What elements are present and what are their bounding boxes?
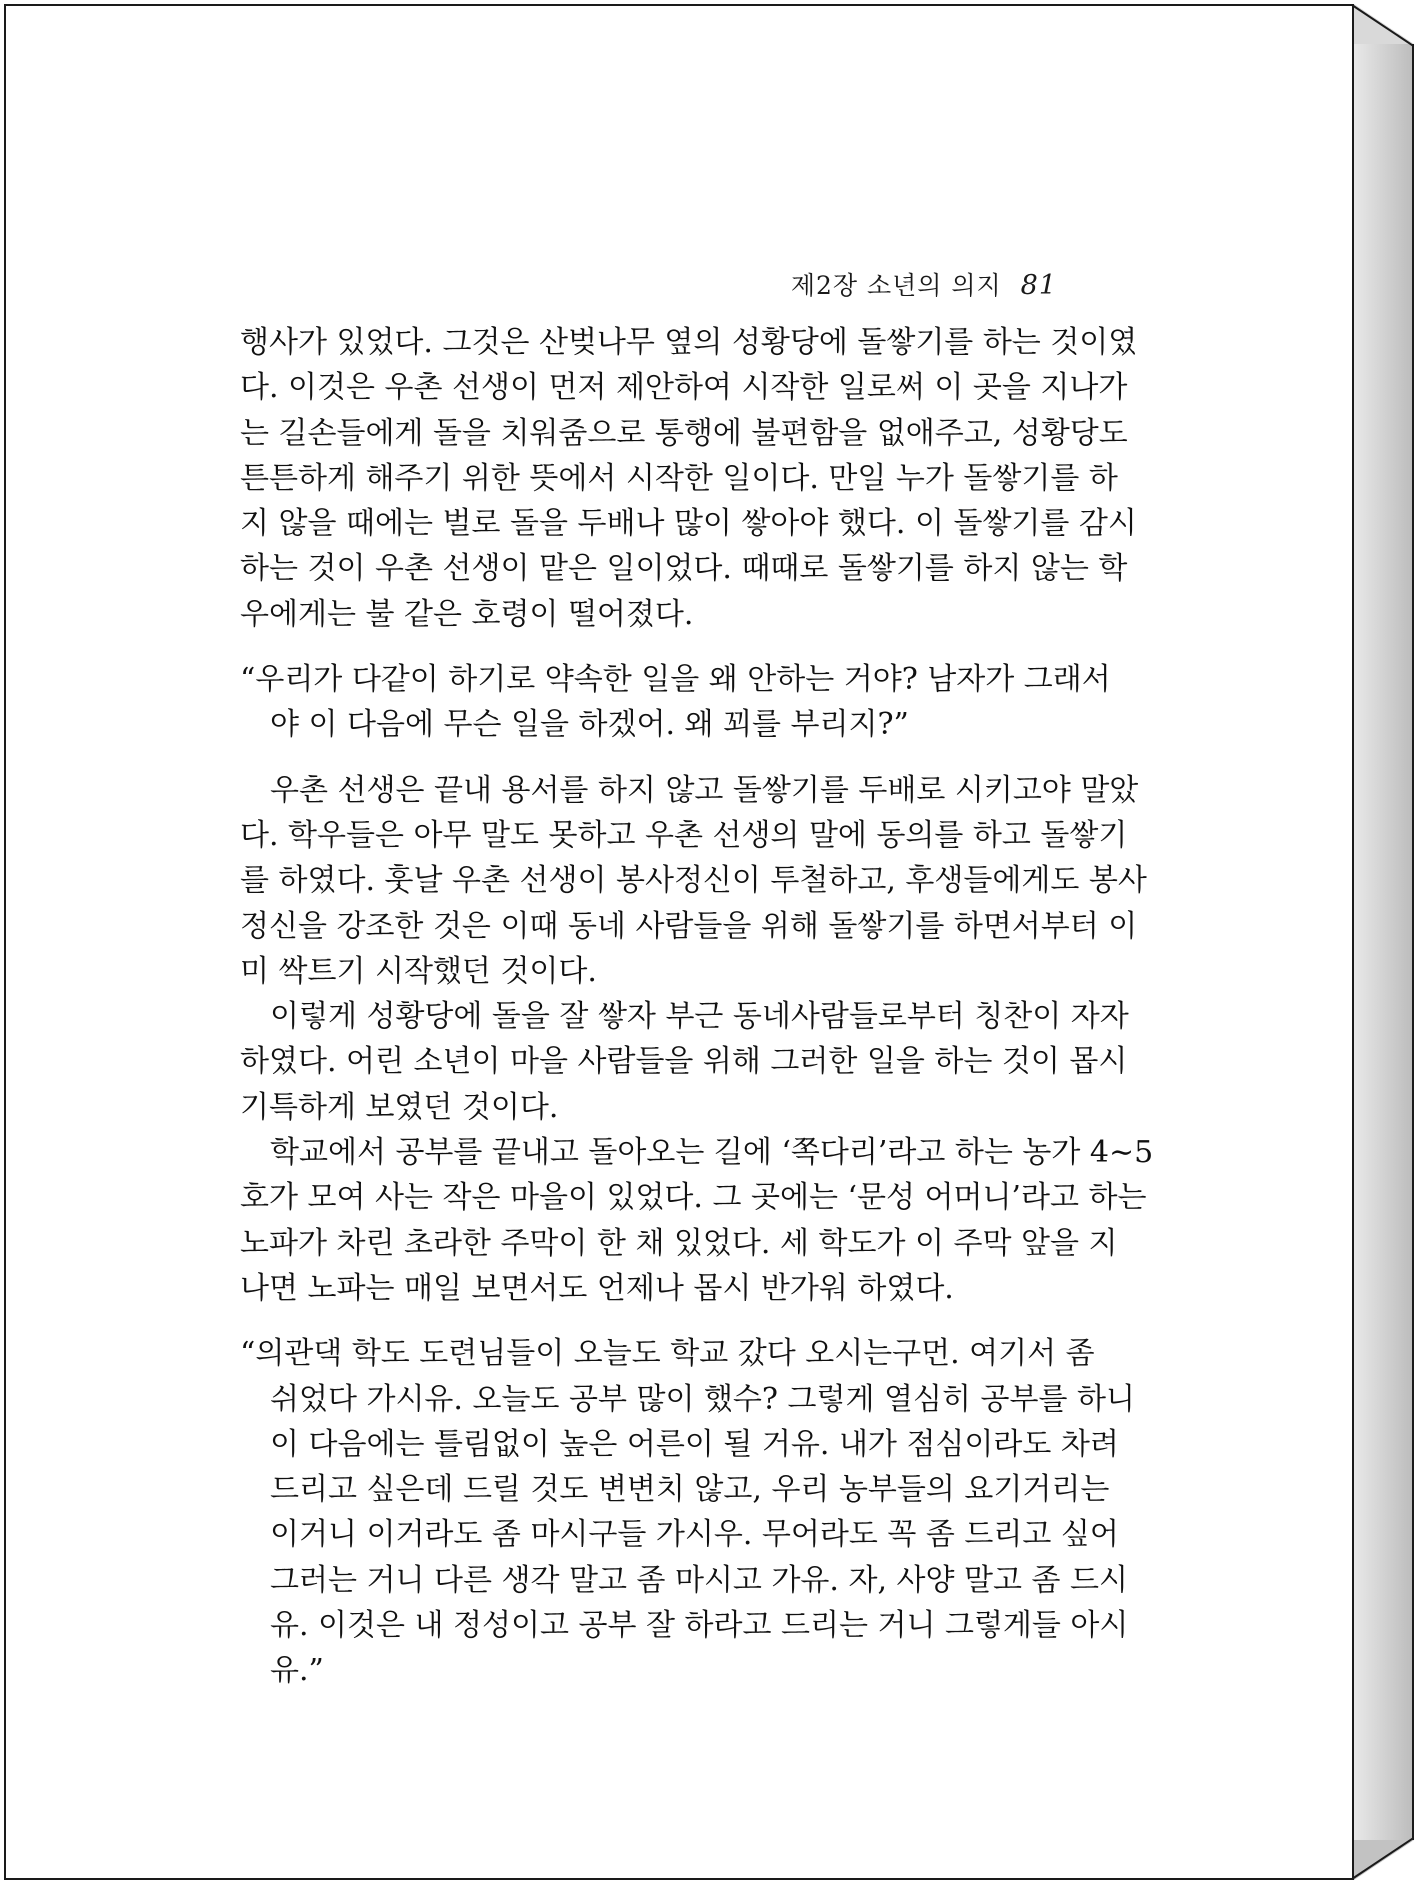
text-line: 하는 것이 우촌 선생이 맡은 일이었다. 때때로 돌쌓기를 하지 않는 학: [240, 551, 1128, 587]
page-number: 81: [1020, 270, 1057, 301]
paragraph-gap: [240, 1311, 1065, 1331]
text-line: 유. 이것은 내 정성이고 공부 잘 하라고 드리는 거니 그렇게들 아시: [270, 1608, 1129, 1644]
text-line: 지 않을 때에는 벌로 돌을 두배나 많이 쌓아야 했다. 이 돌쌓기를 감시: [240, 506, 1137, 542]
chapter-title: 제2장 소년의 의지: [790, 271, 1002, 300]
quote-paragraph: [240, 1331, 1135, 1693]
text-line: 그러는 거니 다른 생각 말고 좀 마시고 가유. 자, 사양 말고 좀 드시: [270, 1562, 1129, 1598]
paragraph-gap: [240, 748, 1065, 768]
text-line: 호가 모여 사는 작은 마을이 있었다. 그 곳에는 ‘문성 어머니’라고 하는: [240, 1180, 1147, 1216]
body-paragraph: [240, 994, 1129, 1130]
body-paragraph: [240, 320, 1138, 637]
text-line: 는 길손들에게 돌을 치워줌으로 통행에 불편함을 없애주고, 성황당도: [240, 415, 1128, 451]
text-line: 학교에서 공부를 끝내고 돌아오는 길에 ‘쪽다리’라고 하는 농가 4∼5: [270, 1135, 1154, 1171]
text-line: 정신을 강조한 것은 이때 동네 사람들을 위해 돌쌓기를 하면서부터 이: [240, 908, 1138, 944]
page-edge-top-fold: [1354, 4, 1414, 44]
text-line: 우촌 선생은 끝내 용서를 하지 않고 돌쌓기를 두배로 시키고야 말았: [270, 772, 1139, 808]
body-paragraph: [240, 768, 1147, 994]
text-line: 드리고 싶은데 드릴 것도 변변치 않고, 우리 농부들의 요기거리는: [270, 1472, 1110, 1508]
text-line: 나면 노파는 매일 보면서도 언제나 몹시 반가워 하였다.: [240, 1270, 954, 1306]
text-line: 쉬었다 가시유. 오늘도 공부 많이 했수? 그렇게 열심히 공부를 하니: [270, 1381, 1135, 1417]
text-line: 다. 학우들은 아무 말도 못하고 우촌 선생의 말에 동의를 하고 돌쌓기: [240, 817, 1128, 853]
text-line: 이 다음에는 틀림없이 높은 어른이 될 거유. 내가 점심이라도 차려: [270, 1426, 1119, 1462]
quote-paragraph: [240, 657, 1111, 748]
page-stack-edge: [1354, 44, 1414, 1840]
text-line: 우에게는 불 같은 호령이 떨어졌다.: [240, 596, 694, 632]
text-line: 행사가 있었다. 그것은 산벚나무 옆의 성황당에 돌쌓기를 하는 것이였: [240, 325, 1138, 360]
text-line: 하였다. 어린 소년이 마을 사람들을 위해 그러한 일을 하는 것이 몹시: [240, 1044, 1128, 1080]
text-line: 미 싹트기 시작했던 것이다.: [240, 953, 597, 989]
text-line: 유.”: [270, 1653, 324, 1689]
text-line: 다. 이것은 우촌 선생이 먼저 제안하여 시작한 일로써 이 곳을 지나가: [240, 370, 1128, 406]
text-line: 튼튼하게 해주기 위한 뜻에서 시작한 일이다. 만일 누가 돌쌓기를 하: [240, 460, 1118, 496]
text-line: 를 하였다. 훗날 우촌 선생이 봉사정신이 투철하고, 후생들에게도 봉사: [240, 863, 1147, 899]
text-line: 야 이 다음에 무슨 일을 하겠어. 왜 꾀를 부리지?”: [270, 707, 909, 743]
text-line: 노파가 차린 초라한 주막이 한 채 있었다. 세 학도가 이 주막 앞을 지: [240, 1225, 1118, 1261]
text-line: 이거니 이거라도 좀 마시구들 가시우. 무어라도 꼭 좀 드리고 싶어: [270, 1517, 1119, 1553]
body-paragraph: [240, 1130, 1154, 1311]
text-line: 이렇게 성황당에 돌을 잘 쌓자 부근 동네사람들로부터 칭찬이 자자: [270, 999, 1129, 1035]
page-body: [240, 320, 1154, 1694]
text-line: “우리가 다같이 하기로 약속한 일을 왜 안하는 거야? 남자가 그래서: [240, 662, 1111, 698]
paragraph-gap: [240, 637, 1065, 657]
page-edge-bottom-fold: [1354, 1840, 1414, 1880]
running-header: [791, 266, 1057, 302]
text-line: “의관댁 학도 도련님들이 오늘도 학교 갔다 오시는구먼. 여기서 좀: [240, 1336, 1095, 1372]
text-line: 기특하게 보였던 것이다.: [240, 1089, 559, 1125]
